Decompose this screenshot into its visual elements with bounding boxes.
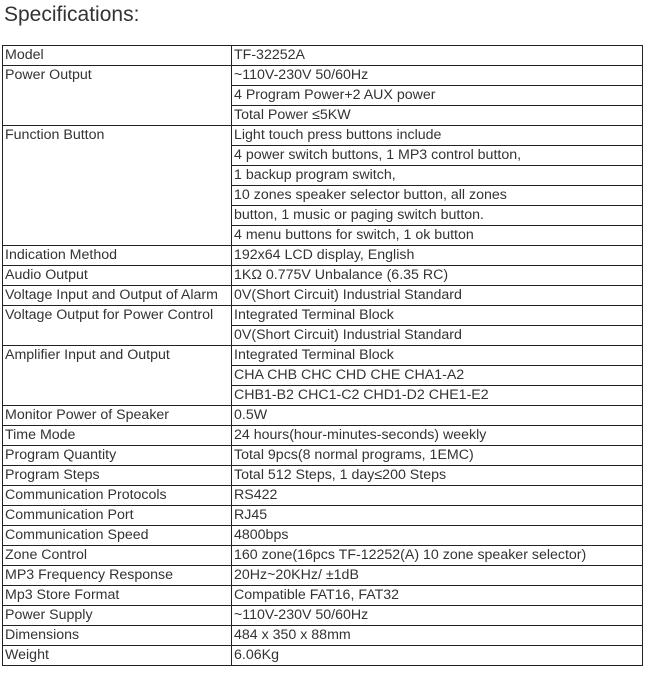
spec-value: 4800bps <box>232 526 643 546</box>
table-row <box>3 546 643 566</box>
spec-label: Audio Output <box>3 266 232 286</box>
spec-value: CHB1-B2 CHC1-C2 CHD1-D2 CHE1-E2 <box>232 386 643 406</box>
spec-value: 4 Program Power+2 AUX power <box>232 86 643 106</box>
spec-label: Power Supply <box>3 606 232 626</box>
table-row <box>3 426 643 446</box>
table-row <box>3 246 643 266</box>
table-row <box>3 526 643 546</box>
spec-label: Power Output <box>3 66 232 126</box>
spec-value: 484 x 350 x 88mm <box>232 626 643 646</box>
spec-label: Dimensions <box>3 626 232 646</box>
spec-value: 1KΩ 0.775V Unbalance (6.35 RC) <box>232 266 643 286</box>
spec-value: Total 9pcs(8 normal programs, 1EMC) <box>232 446 643 466</box>
spec-label: Time Mode <box>3 426 232 446</box>
spec-value: 24 hours(hour-minutes-seconds) weekly <box>232 426 643 446</box>
spec-label: Monitor Power of Speaker <box>3 406 232 426</box>
spec-label: Communication Port <box>3 506 232 526</box>
spec-label: Amplifier Input and Output <box>3 346 232 406</box>
spec-label: Model <box>3 46 232 66</box>
spec-value: Total 512 Steps, 1 day≤200 Steps <box>232 466 643 486</box>
table-row <box>3 66 643 86</box>
page-title: Specifications: <box>4 3 140 26</box>
spec-value: Integrated Terminal Block <box>232 306 643 326</box>
table-row <box>3 466 643 486</box>
spec-label: Communication Speed <box>3 526 232 546</box>
spec-value: RJ45 <box>232 506 643 526</box>
spec-value: 0.5W <box>232 406 643 426</box>
spec-value: 160 zone(16pcs TF-12252(A) 10 zone speaker selector) <box>232 546 643 566</box>
spec-value: 4 power switch buttons, 1 MP3 control button, <box>232 146 643 166</box>
table-row <box>3 126 643 146</box>
spec-value: Light touch press buttons include <box>232 126 643 146</box>
table-row <box>3 406 643 426</box>
spec-label: Function Button <box>3 126 232 246</box>
table-row <box>3 646 643 666</box>
table-row <box>3 506 643 526</box>
spec-value: 1 backup program switch, <box>232 166 643 186</box>
table-row <box>3 46 643 66</box>
spec-label: Program Steps <box>3 466 232 486</box>
spec-label: Voltage Input and Output of Alarm <box>3 286 232 306</box>
spec-value: 10 zones speaker selector button, all zones <box>232 186 643 206</box>
spec-label: MP3 Frequency Response <box>3 566 232 586</box>
spec-value: ~110V-230V 50/60Hz <box>232 66 643 86</box>
specifications-table <box>2 45 643 666</box>
spec-value: Compatible FAT16, FAT32 <box>232 586 643 606</box>
spec-value: 20Hz~20KHz/ ±1dB <box>232 566 643 586</box>
spec-label: Communication Protocols <box>3 486 232 506</box>
spec-value: 192x64 LCD display, English <box>232 246 643 266</box>
table-row <box>3 486 643 506</box>
spec-label: Weight <box>3 646 232 666</box>
spec-value: 0V(Short Circuit) Industrial Standard <box>232 286 643 306</box>
table-row <box>3 266 643 286</box>
spec-value: 0V(Short Circuit) Industrial Standard <box>232 326 643 346</box>
spec-label: Program Quantity <box>3 446 232 466</box>
spec-value: TF-32252A <box>232 46 643 66</box>
table-row <box>3 586 643 606</box>
table-row <box>3 306 643 326</box>
spec-value: ~110V-230V 50/60Hz <box>232 606 643 626</box>
spec-value: 6.06Kg <box>232 646 643 666</box>
table-row <box>3 626 643 646</box>
spec-label: Zone Control <box>3 546 232 566</box>
spec-label: Mp3 Store Format <box>3 586 232 606</box>
table-row <box>3 446 643 466</box>
spec-value: button, 1 music or paging switch button. <box>232 206 643 226</box>
table-row <box>3 566 643 586</box>
spec-value: CHA CHB CHC CHD CHE CHA1-A2 <box>232 366 643 386</box>
spec-label: Voltage Output for Power Control <box>3 306 232 346</box>
spec-value: 4 menu buttons for switch, 1 ok button <box>232 226 643 246</box>
spec-value: Integrated Terminal Block <box>232 346 643 366</box>
table-row <box>3 606 643 626</box>
spec-label: Indication Method <box>3 246 232 266</box>
spec-value: Total Power ≤5KW <box>232 106 643 126</box>
table-row <box>3 286 643 306</box>
spec-value: RS422 <box>232 486 643 506</box>
table-row <box>3 346 643 366</box>
